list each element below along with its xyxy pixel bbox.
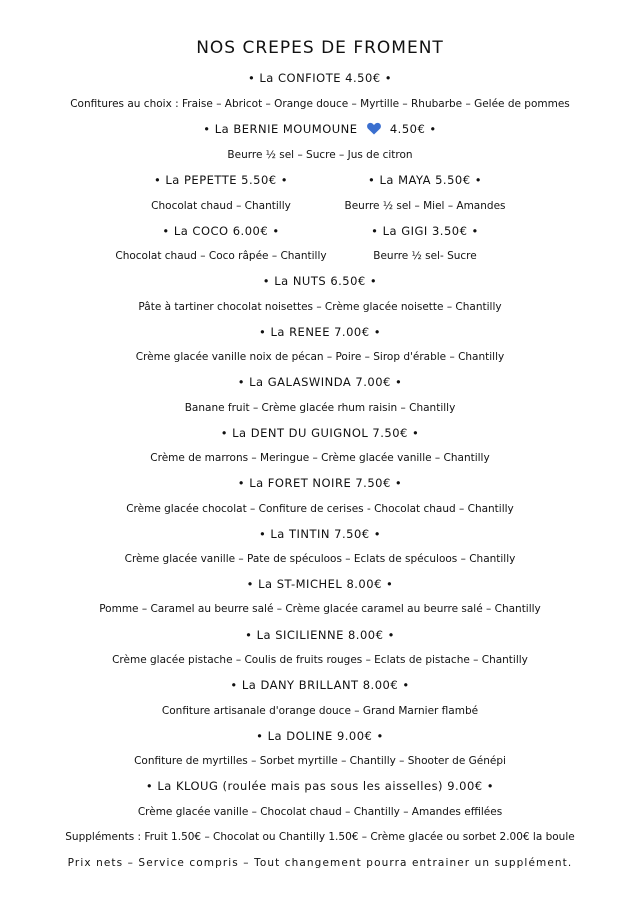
footer-note: Prix nets – Service compris – Tout changement pourra entrainer un supplément.: [67, 857, 573, 869]
item-galaswinda-desc: Banane fruit – Crème glacée rhum raisin – Chantilly: [184, 402, 456, 414]
item-coco-name: • La COCO 6.00€ •: [162, 224, 280, 238]
item-kloug-desc: Crème glacée vanille – Chocolat chaud – Chantilly – Amandes effilées: [137, 806, 503, 818]
item-dent-desc: Crème de marrons – Meringue – Crème glacée vanille – Chantilly: [150, 452, 490, 464]
item-gigi-name: • La GIGI 3.50€ •: [371, 224, 479, 238]
item-pepette-name: • La PEPETTE 5.50€ •: [153, 173, 289, 187]
item-stmichel-name: • La ST-MICHEL 8.00€ •: [246, 577, 394, 591]
item-bernie-price: 4.50€ •: [389, 122, 437, 136]
item-renee-desc: Crème glacée vanille noix de pécan – Poire – Sirop d'érable – Chantilly: [135, 351, 505, 363]
item-nuts-desc: Pâte à tartiner chocolat noisettes – Crème glacée noisette – Chantilly: [138, 301, 502, 313]
item-tintin-desc: Crème glacée vanille – Pate de spéculoos – Eclats de spéculoos – Chantilly: [124, 553, 516, 565]
item-foret-name: • La FORET NOIRE 7.50€ •: [237, 476, 403, 490]
item-confiote-name: • La CONFIOTE 4.50€ •: [247, 71, 393, 85]
item-doline-desc: Confiture de myrtilles – Sorbet myrtille – Chantilly – Shooter de Génépi: [134, 755, 506, 767]
item-nuts-name: • La NUTS 6.50€ •: [262, 274, 378, 288]
item-dany-name: • La DANY BRILLANT 8.00€ •: [230, 678, 410, 692]
item-stmichel-desc: Pomme – Caramel au beurre salé – Crème glacée caramel au beurre salé – Chantilly: [99, 603, 541, 615]
item-doline-name: • La DOLINE 9.00€ •: [256, 729, 384, 743]
page-title: NOS CREPES DE FROMENT: [196, 38, 444, 58]
item-bernie-label: • La BERNIE MOUMOUNE: [203, 122, 358, 136]
item-maya-name: • La MAYA 5.50€ •: [368, 173, 482, 187]
item-dany-desc: Confiture artisanale d'orange douce – Grand Marnier flambé: [161, 705, 479, 717]
item-renee-name: • La RENEE 7.00€ •: [259, 325, 381, 339]
item-dent-name: • La DENT DU GUIGNOL 7.50€ •: [220, 426, 420, 440]
item-bernie-desc: Beurre ½ sel – Sucre – Jus de citron: [227, 149, 413, 161]
item-coco-desc: Chocolat chaud – Coco râpée – Chantilly: [115, 250, 327, 262]
supplements-line: Suppléments : Fruit 1.50€ – Chocolat ou Chantilly 1.50€ – Crème glacée ou sorbet 2.00€ la boule: [65, 831, 575, 843]
item-confiote-desc: Confitures au choix : Fraise – Abricot – Orange douce – Myrtille – Rhubarbe – Gelée de pommes: [70, 98, 570, 110]
item-galaswinda-name: • La GALASWINDA 7.00€ •: [237, 375, 403, 389]
item-bernie-name: [0, 121, 640, 137]
item-pepette-desc: Chocolat chaud – Chantilly: [151, 200, 291, 212]
item-kloug-name: • La KLOUG (roulée mais pas sous les aisselles) 9.00€ •: [145, 779, 495, 793]
item-sicilienne-desc: Crème glacée pistache – Coulis de fruits rouges – Eclats de pistache – Chantilly: [112, 654, 528, 666]
item-gigi-desc: Beurre ½ sel- Sucre: [373, 250, 477, 262]
item-sicilienne-name: • La SICILIENNE 8.00€ •: [245, 628, 395, 642]
item-foret-desc: Crème glacée chocolat – Confiture de cerises - Chocolat chaud – Chantilly: [126, 503, 514, 515]
heart-icon: [366, 122, 382, 135]
item-maya-desc: Beurre ½ sel – Miel – Amandes: [344, 200, 506, 212]
item-tintin-name: • La TINTIN 7.50€ •: [258, 527, 382, 541]
